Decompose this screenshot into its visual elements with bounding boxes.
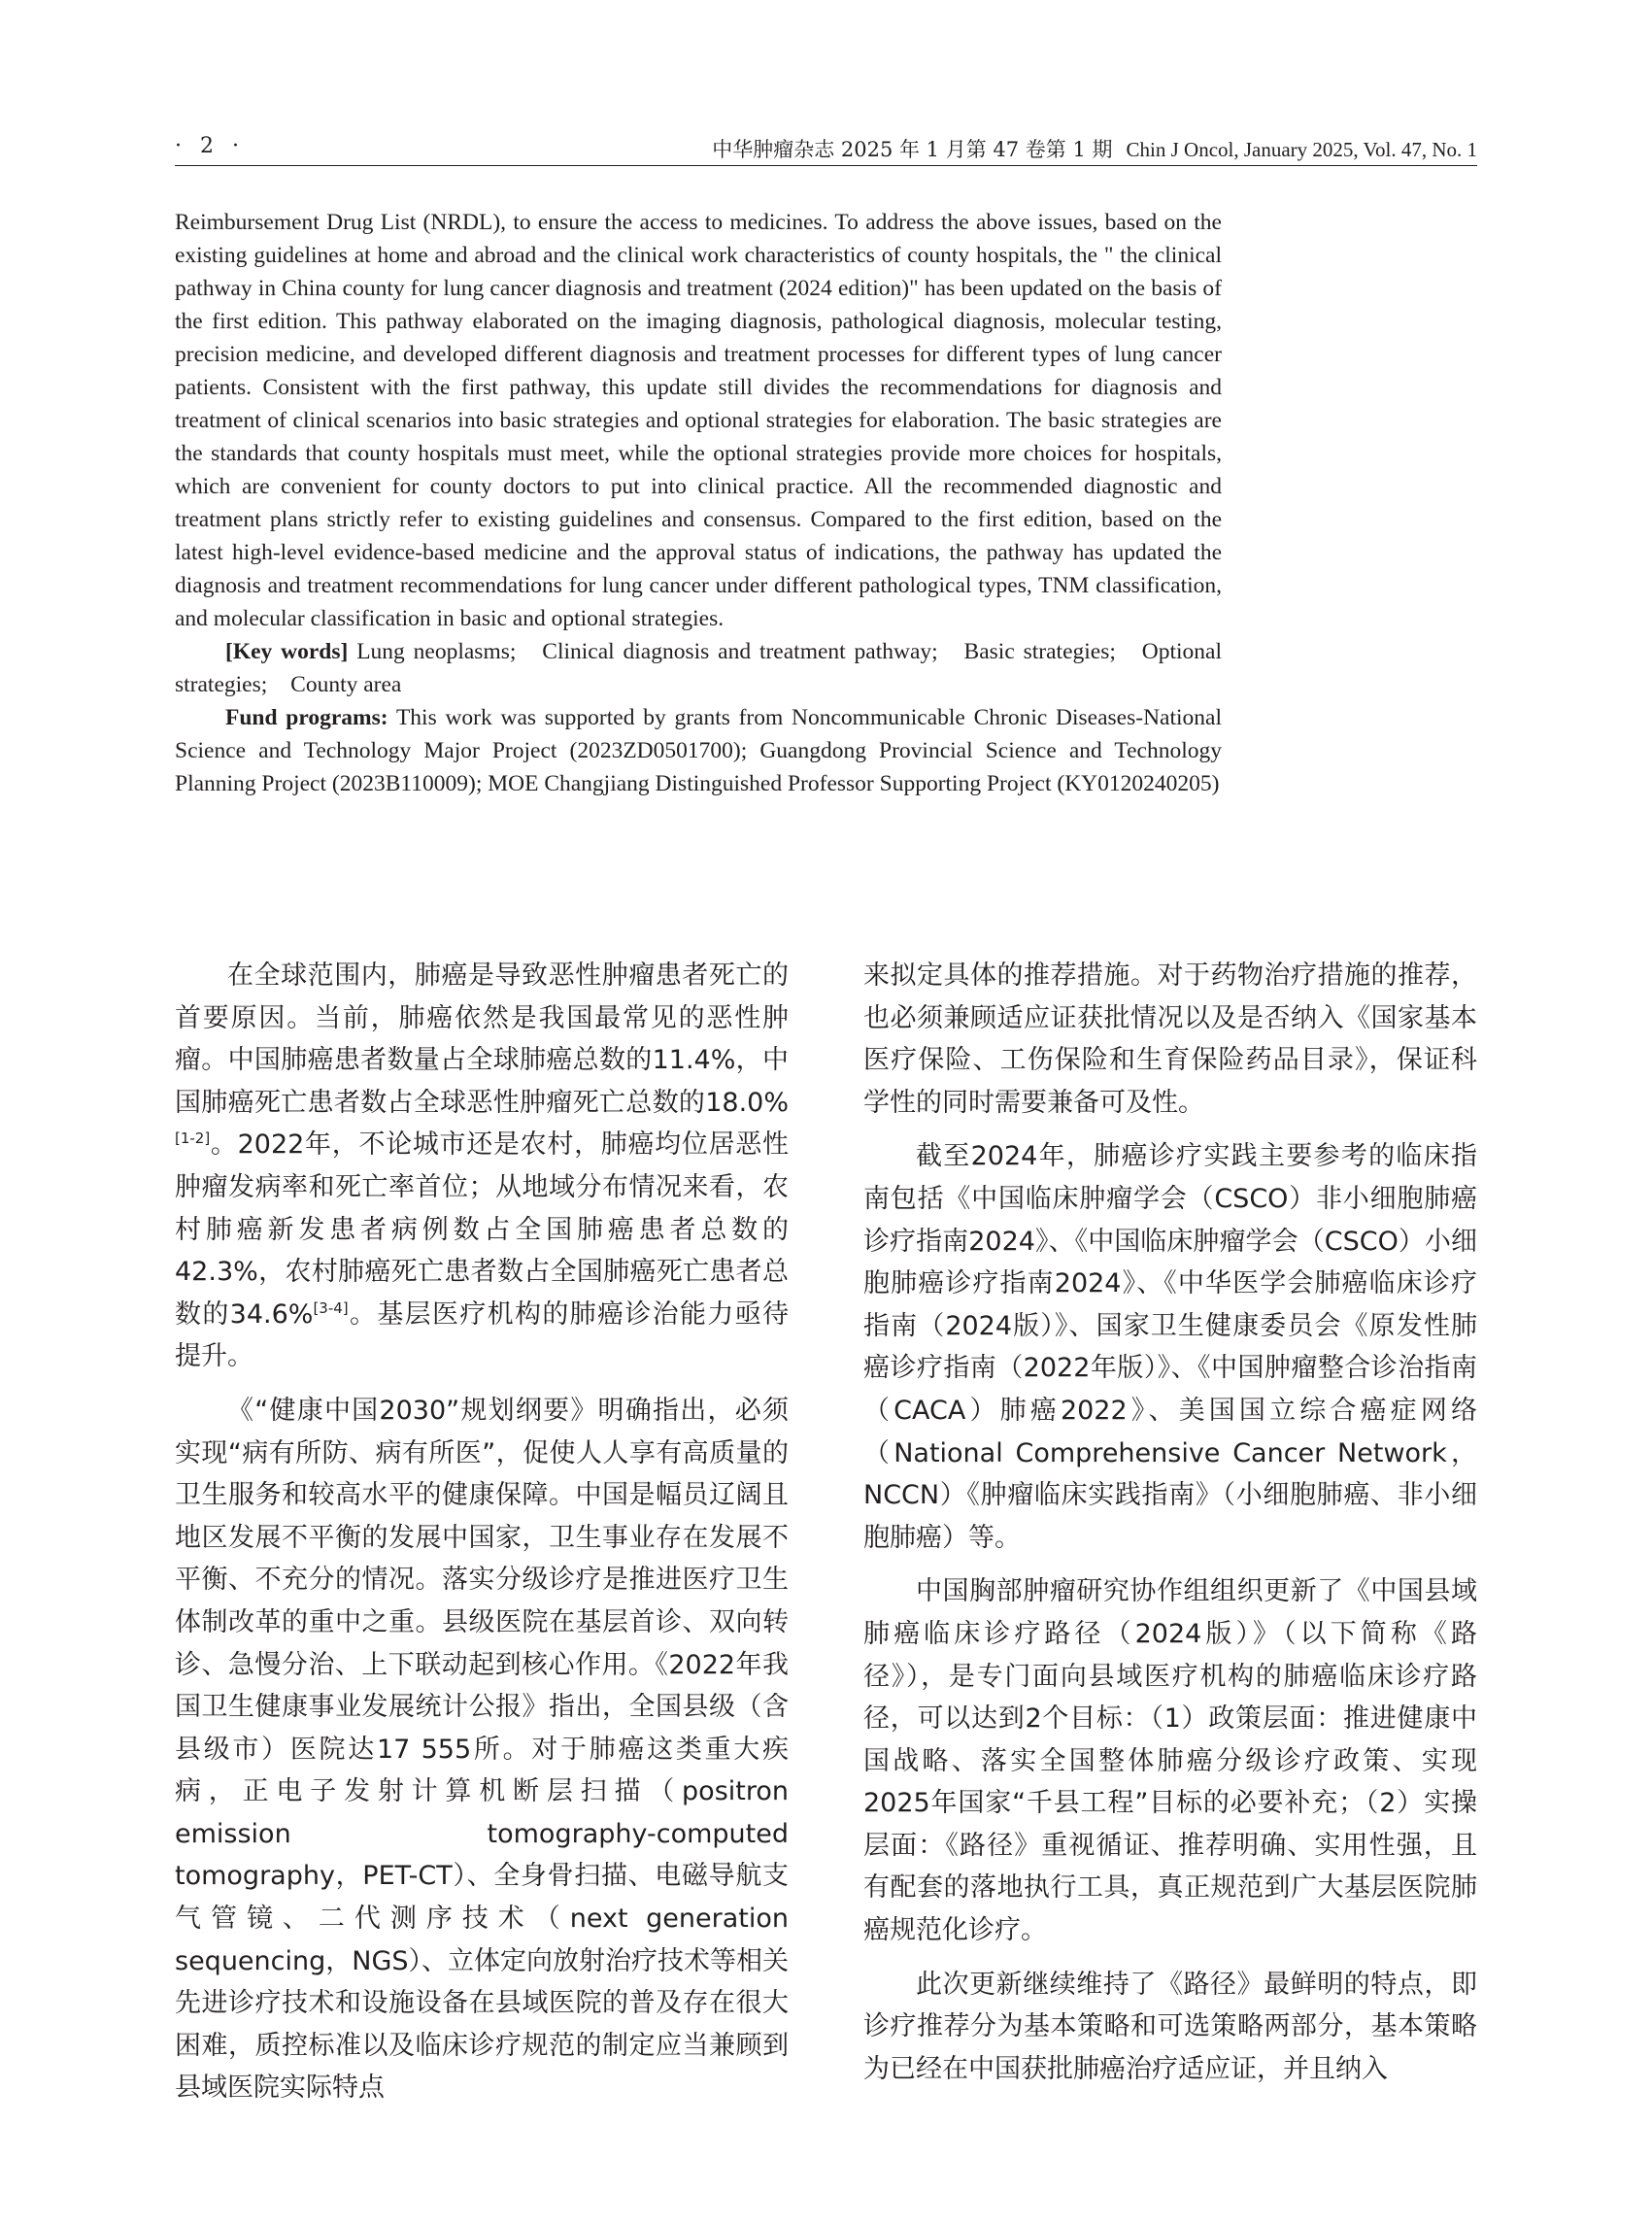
journal-title-cn: 中华肿瘤杂志 2025 年 1 月第 47 卷第 1 期 [712, 138, 1113, 161]
paragraph-text: 在全球范围内，肺癌是导致恶性肿瘤患者死亡的首要原因。当前，肺癌依然是我国最常见的恶性肿瘤。中国肺癌患者数量占全球肺癌总数的11.4%，中国肺癌死亡患者数占全球恶性肿瘤死亡总数的18.0% [175, 961, 789, 1118]
keyword: Optional strategies; [175, 639, 1222, 697]
english-abstract [175, 206, 1222, 800]
paragraph-intro [175, 955, 789, 1378]
body-column-left [175, 955, 789, 2121]
journal-title-en: Chin J Oncol, January 2025, Vol. 47, No. 1 [1126, 138, 1477, 161]
keyword: Basic strategies; [963, 639, 1116, 664]
body-column-right [863, 955, 1477, 2102]
keyword: Lung neoplasms; [356, 639, 517, 664]
abstract-body: Reimbursement Drug List (NRDL), to ensure the access to medicines. To address the above issues, based on the existing guidelines at home and abroad and the clinical work characteristics of county hospitals, the " the clinical pathway in China county for lung cancer diagnosis and treatment (2024 edition)" has been updated on the basis of the first edition. This pathway elaborated on the imaging diagnosis, pathological diagnosis, molecular testing, precision medicine, and developed different diagnosis and treatment processes for different types of lung cancer patients. Consistent with the first pathway, this update still divides the recommendations for diagnosis and treatment of clinical scenarios into basic strategies and optional strategies for elaboration. The basic strategies are the standards that county hospitals must meet, while the optional strategies provide more choices for hospitals, which are convenient for county doctors to put into clinical practice. All the recommended diagnostic and treatment plans strictly refer to existing guidelines and consensus. Compared to the first edition, based on the latest high-level evidence-based medicine and the approval status of indications, the pathway has updated the diagnosis and treatment recommendations for lung cancer under different pathological types, TNM classification, and molecular classification in basic and optional strategies. [175, 210, 1222, 631]
paragraph-update: 此次更新继续维持了《路径》最鲜明的特点，即诊疗推荐分为基本策略和可选策略两部分，基本策略为已经在中国获批肺癌治疗适应证，并且纳入 [863, 1969, 1477, 2084]
paragraph-text: 。2022年，不论城市还是农村，肺癌均位居恶性肿瘤发病率和死亡率首位；从地域分布情况来看，农村肺癌新发患者病例数占全国肺癌患者总数的42.3%，农村肺癌死亡患者数占全国肺癌死亡患者总数的34.6% [175, 1129, 789, 1330]
paragraph-pathway: 中国胸部肿瘤研究协作组组织更新了《中国县域肺癌临床诊疗路径（2024版）》（以下简称《路径》），是专门面向县域医疗机构的肺癌临床诊疗路径，可以达到2个目标：（1）政策层面：推进健康中国战略、落实全国整体肺癌分级诊疗政策、实现2025年国家“千县工程”目标的必要补充；（2）实操层面：《路径》重视循证、推荐明确、实用性强，且有配套的落地执行工具，真正规范到广大基层医院肺癌规范化诊疗。 [863, 1576, 1477, 1946]
fund-programs [175, 701, 1222, 800]
paragraph-healthy-china: 《“健康中国2030”规划纲要》明确指出，必须实现“病有所防、病有所医”，促使人人享有高质量的卫生服务和较高水平的健康保障。中国是幅员辽阔且地区发展不平衡的发展中国家，卫生事业存在发展不平衡、不充分的情况。落实分级诊疗是推进医疗卫生体制改革的重中之重。县级医院在基层首诊、双向转诊、急慢分治、上下联动起到核心作用。《2022年我国卫生健康事业发展统计公报》指出，全国县级（含县级市）医院达17 555所。对于肺癌这类重大疾病，正电子发射计算机断层扫描（positron emission tomography-computed tomography，PET-CT）、全身骨扫描、电磁导航支气管镜、二代测序技术（next generation sequencing，NGS）、立体定向放射治疗技术等相关先进诊疗技术和设施设备在县域医院的普及存在很大困难，质控标准以及临床诊疗规范的制定应当兼顾到县域医院实际特点 [175, 1395, 790, 2104]
fund-text: This work was supported by grants from Noncommunicable Chronic Diseases-National Science and Technology Major Project (2023ZD0501700); Guangdong Provincial Science and Technology Planning Project (2023B110009); MOE Changjiang Distinguished Professor Supporting Project (KY0120240205) [175, 705, 1223, 796]
keywords-line [175, 635, 1222, 701]
paragraph-guidelines: 截至2024年，肺癌诊疗实践主要参考的临床指南包括《中国临床肿瘤学会（CSCO）非小细胞肺癌诊疗指南2024》、《中国临床肿瘤学会（CSCO）小细胞肺癌诊疗指南2024》、《中华医学会肺癌临床诊疗指南（2024版）》、国家卫生健康委员会《原发性肺癌诊疗指南（2022年版）》、《中国肿瘤整合诊治指南（CACA）肺癌2022》、美国国立综合癌症网络（National Comprehensive Cancer Network，NCCN）《肿瘤临床实践指南》（小细胞肺癌、非小细胞肺癌）等。 [863, 1141, 1477, 1553]
keyword: County area [290, 672, 402, 697]
running-header [175, 134, 1477, 166]
keyword: Clinical diagnosis and treatment pathway; [542, 639, 938, 664]
paragraph-text: 。基层医疗机构的肺癌诊治能力亟待提升。 [175, 1298, 790, 1372]
fund-label: Fund programs: [225, 705, 388, 730]
citation-ref[interactable]: [3-4] [313, 1298, 349, 1317]
citation-ref[interactable]: [1-2] [175, 1129, 211, 1148]
journal-info [712, 134, 1477, 163]
page-number: · 2 · [175, 134, 245, 158]
keywords-label: [Key words] [225, 639, 349, 664]
paragraph-continued: 来拟定具体的推荐措施。对于药物治疗措施的推荐，也必须兼顾适应证获批情况以及是否纳入《国家基本医疗保险、工伤保险和生育保险药品目录》，保证科学性的同时需要兼备可及性。 [863, 961, 1477, 1118]
